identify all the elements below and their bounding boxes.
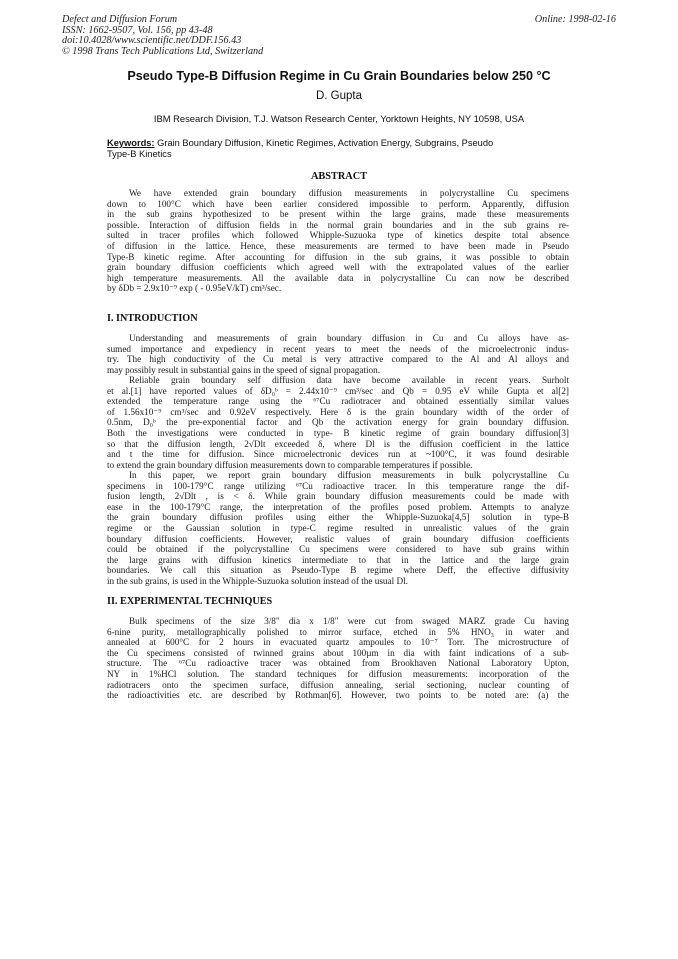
text-line: ease in the 100-179°C range, the interpretation of the profiles posed problem. Attempts to analyze <box>107 501 569 512</box>
text-line: 0.5nm, D₀ᵇ the pre-exponential factor and Qb the activation energy for grain boundary diffusion. <box>107 417 569 428</box>
text-line: Bulk specimens of the size 3/8" dia x 1/8" were cut from swaged MARZ grade Cu having <box>129 616 569 626</box>
text-line: annealed at 600°C for 2 hours in evacuated quartz ampoules to 10⁻⁷ Torr. The microstructure of <box>107 637 569 648</box>
text-line: by δDb = 2.9x10⁻⁹ exp ( - 0.95eV/kT) cm³/sec. <box>107 283 282 294</box>
text-line: 6-nine purity, metallographically polished to mirror surface, etched in 5% HNO₃ in water and <box>107 626 569 637</box>
keywords-text-2: Type-B Kinetics <box>107 148 172 159</box>
text-line: specimens in 100-179°C range utilizing ⁶⁷Cu radioactive tracer. In this temperature range the dif- <box>107 480 569 491</box>
text-line: in the sub grains, is used in the Whipple-Suzuoka solution instead of the usual Dl. <box>107 575 408 586</box>
text-line: Both the investigations were conducted in type- B kinetic regime of grain boundary diffusion[3] <box>107 427 569 438</box>
text-line: regime or the Gaussian solution in type-C regime resulted in unrealistic values of the grain <box>107 522 569 533</box>
text-line: Understanding and measurements of grain boundary diffusion in Cu and Cu alloys have as- <box>129 333 569 343</box>
text-line: sumed importance and expediency in recent years to meet the needs of the microelectronic indus- <box>107 343 569 354</box>
text-line: of 1.56x10⁻⁹ cm³/sec and 0.92eV respectively. Here δ is the grain boundary width of the order of <box>107 406 569 417</box>
text-line: and t the time for diffusion. Since microelectronic devices run at ~100°C, it was found desirable <box>107 449 569 460</box>
journal-header <box>62 15 616 57</box>
keywords-block <box>107 138 569 159</box>
section-heading-experimental: II. EXPERIMENTAL TECHNIQUES <box>107 596 273 607</box>
text-line: fusion length, 2√Dlt , is < δ. While grain boundary diffusion measurements could be made with <box>107 491 569 502</box>
journal-name: Defect and Diffusion Forum <box>62 14 178 25</box>
text-line: try. The high conductivity of the Cu metal is very attractive compared to the Al and Al alloys and <box>107 354 569 365</box>
abstract-heading: ABSTRACT <box>310 171 368 182</box>
text-line: could be obtained if the polycrystalline Cu specimens were considered to have sub grains within <box>107 544 569 555</box>
experimental-paragraph-1 <box>107 616 569 701</box>
text-line: the large grains with diffusion kinetics intermediate to that in the lattice and the large grain <box>107 554 569 565</box>
author-affiliation: IBM Research Division, T.J. Watson Research Center, Yorktown Heights, NY 10598, USA <box>153 113 525 124</box>
text-line: grain boundary diffusion coefficients which agreed well with the extrapolated values of the earlier <box>107 262 569 273</box>
text-line: of diffusion in the lattice. Hence, these measurements are termed to have been made in Pseudo <box>107 240 569 251</box>
text-line: extended the temperature range using the ⁶⁷Cu radiotracer and obtained essentially similar values <box>107 396 569 407</box>
copyright-line: © 1998 Trans Tech Publications Ltd, Switzerland <box>62 45 264 57</box>
text-line: In this paper, we report grain boundary diffusion measurements in bulk polycrystalline Cu <box>129 470 569 480</box>
online-date: Online: 1998-02-16 <box>534 14 616 25</box>
text-line: Reliable grain boundary self diffusion data have become available in recent years. Surholt <box>129 375 569 385</box>
text-line: NY in 1%HCl solution. The standard techniques for diffusion measurements: incorporation of the <box>107 668 569 679</box>
text-line: possible. Interaction of diffusion fields in the normal grain boundaries and in the sub grains re- <box>107 219 569 230</box>
text-line: boundary diffusion coefficients. However, realistic values of grain boundary diffusion coefficients <box>107 533 569 544</box>
keywords-label: Keywords: <box>107 138 155 148</box>
text-line: may possibly result in substantial gains in the speed of signal propagation. <box>107 364 381 375</box>
intro-paragraph-3 <box>107 470 569 587</box>
section-heading-introduction: I. INTRODUCTION <box>107 313 198 324</box>
text-line: Type-B kinetic regime. After accounting for diffusion in the sub grains, it was possible to obtain <box>107 251 569 262</box>
text-line: down to 100°C which have been earlier considered impossible to perform. Apparently, diffusion <box>107 198 569 209</box>
text-line: structure. The ⁶⁷Cu radioactive tracer was obtained from Brookhaven National Laboratory Upton, <box>107 658 569 669</box>
abstract-paragraph <box>107 188 569 294</box>
text-line: so that the diffusion length, 2√Dlt exceeded δ, where Dl is the diffusion coefficient in the lattice <box>107 438 569 449</box>
author-name: D. Gupta <box>315 90 363 102</box>
text-line: the radioactivities etc. are described by Rothman[6]. However, two points to be noted are: (a) the <box>107 690 569 701</box>
keywords-text-1: Grain Boundary Diffusion, Kinetic Regimes, Activation Energy, Subgrains, Pseudo <box>154 138 494 148</box>
text-line: the Cu specimens consisted of twinned grains about 100µm in dia with faint indications of a sub- <box>107 647 569 658</box>
text-line: in the sub grains hypothesized to be present within the large grains, made these measurements <box>107 209 569 220</box>
intro-paragraph-1 <box>107 333 569 375</box>
issn-line: ISSN: 1662-9507, Vol. 156, pp 43-48 <box>62 24 213 36</box>
text-line: high temperature measurements. All the available data in polycrystalline Cu can now be described <box>107 272 569 283</box>
text-line: radiotracers onto the specimen surface, diffusion annealing, serial sectioning, nuclear counting of <box>107 679 569 690</box>
text-line: the grain boundary diffusion profiles using either the Whipple-Suzuoka[4,5] solution in type-B <box>107 512 569 523</box>
doi-line: doi:10.4028/www.scientific.net/DDF.156.43 <box>62 35 242 47</box>
paper-title: Pseudo Type-B Diffusion Regime in Cu Grain Boundaries below 250 °C <box>127 69 551 83</box>
text-line: to extend the grain boundary diffusion measurements down to comparable temperatures if possible. <box>107 459 473 470</box>
text-line: et al.[1] have reported values of δD₀ᵇ = 2.44x10⁻⁹ cm³/sec and Qb = 0.95 eV while Gupta et al[2] <box>107 385 569 396</box>
text-line: We have extended grain boundary diffusion measurements in polycrystalline Cu specimens <box>129 188 569 198</box>
intro-paragraph-2 <box>107 375 569 470</box>
text-line: boundaries. We call this situation as Pseudo-Type B regime where Deff, the effective diffusivity <box>107 565 569 576</box>
text-line: sulted in tracer profiles which followed Whipple-Suzuoka type of kinetics despite total absence <box>107 230 569 241</box>
